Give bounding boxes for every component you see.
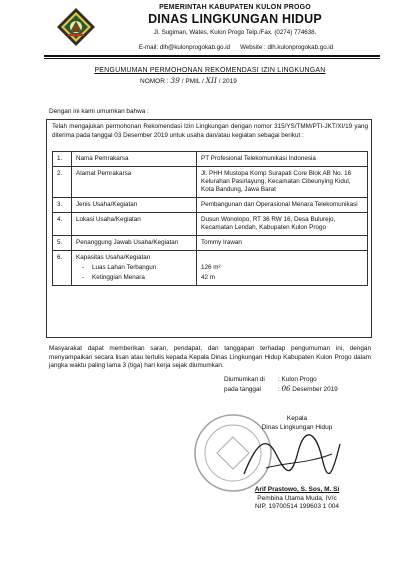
number-month-handwritten: XII [205, 76, 217, 85]
agency-contact [86, 44, 386, 51]
letterhead-rule-thin [44, 58, 380, 59]
details-table [52, 151, 368, 286]
table-row: 2. Alamat Pemrakarsa Jl. PHH Mustopa Komp Surapati Core Blok AB No. 16 Kelurahan Pasirlayung, Kecamatan Cibeunying Kidul, Kota Bandung, Jawa Barat [53, 167, 368, 198]
signer-nip: NIP. 19700514 199603 1 004 [254, 503, 340, 511]
table-row: 4. Lokasi Usaha/Kegiatan Dusun Wonolopo, RT 36 RW 16, Desa Bulurejo, Kecamatan Lendah, Kabupaten Kulon Progo [53, 213, 368, 236]
regency-emblem-icon [56, 7, 96, 47]
table-row: 3. Jenis Usaha/Kegiatan Pembangunan dan Operasional Menara Telekomunikasi [53, 198, 368, 213]
date-rest: Desember 2019 [292, 385, 338, 393]
number-year: / 2019 [218, 78, 237, 85]
date-label: pada tanggal [224, 385, 261, 393]
number-handwritten: 39 [170, 76, 180, 85]
capacity-label: Kapasitas Usaha/Kegiatan [76, 254, 151, 261]
signer-identity [222, 486, 372, 512]
table-row: 1. Nama Pemrakarsa PT Profesional Telekomunikasi Indonesia [53, 152, 368, 167]
letterhead-rule-thick [44, 55, 380, 57]
table-row-capacity: 6. Kapasitas Usaha/Kegiatan - Luas Lahan Terbangun - Ketinggian Menara 126 m² 42 m [53, 251, 368, 286]
letterhead [100, 4, 370, 36]
agency-website: Website : dlh.kulonprogokab.go.id [240, 44, 334, 51]
government-name: PEMERINTAH KABUPATEN KULON PROGO [159, 4, 311, 11]
table-row: 5. Penanggung Jawab Usaha/Kegiatan Tommy Irawan [53, 236, 368, 251]
signer-office: Dinas Lingkungan Hidup [261, 423, 333, 431]
application-statement: Telah mengajukan permohonan Rekomendasi Izin Lingkungan dengan nomor 315/YS/TMM/PTI-JKT/XI/19 yang diterima pada tanggal 03 Desember 2019 untuk usaha dan/atau kegiatan sebagai berikut : [52, 123, 368, 139]
agency-address: Jl. Sugiman, Wates, Kulon Progo Telp./Fax. (0274) 774638. [153, 29, 317, 36]
signer-name: Arif Prastowo, S. Sos, M. Si [254, 486, 340, 493]
agency-name: DINAS LINGKUNGAN HIDUP [148, 12, 322, 26]
place-value: : Kulon Progo [278, 376, 317, 383]
number-label: NOMOR : [140, 78, 169, 85]
capacity-value-land: 126 m² [201, 264, 221, 271]
intro-text: Dengan ini kami umumkan bahwa : [49, 108, 149, 115]
place-label: Diumumkan di [224, 376, 265, 383]
issued-block: Diumumkan di : Kulon Progo pada tanggal : 06 Desember 2019 [224, 376, 338, 393]
capacity-value-tower: 42 m [201, 274, 215, 281]
date-handwritten: 06 [281, 384, 291, 393]
signer-title: Kepala [286, 415, 308, 422]
agency-email: E-mail: dlh@kulonprogokab.go.id [138, 44, 231, 51]
capacity-item-land: - Luas Lahan Terbangun [82, 264, 157, 271]
capacity-item-tower: - Ketinggian Menara [82, 274, 145, 281]
document-number [140, 76, 237, 85]
handwritten-signature [236, 424, 346, 486]
number-code: / PMIL / [181, 78, 204, 85]
document-title: PENGUMUMAN PERMOHONAN REKOMENDASI IZIN LINGKUNGAN [94, 67, 326, 74]
closing-paragraph: Masyarakat dapat memberikan saran, pendapat, dan tanggapan terhadap pengumuman ini, dengan menyampaikan secara lisan atau tertulis kepada Kepala Dinas Lingkungan Hidup Kabupaten Kulon Progo dalam jangka waktu paling lama 3 (tiga) hari kerja sejak diumumkan. [49, 345, 371, 370]
signer-rank: Pembina Utama Muda, IV/c [257, 494, 337, 502]
